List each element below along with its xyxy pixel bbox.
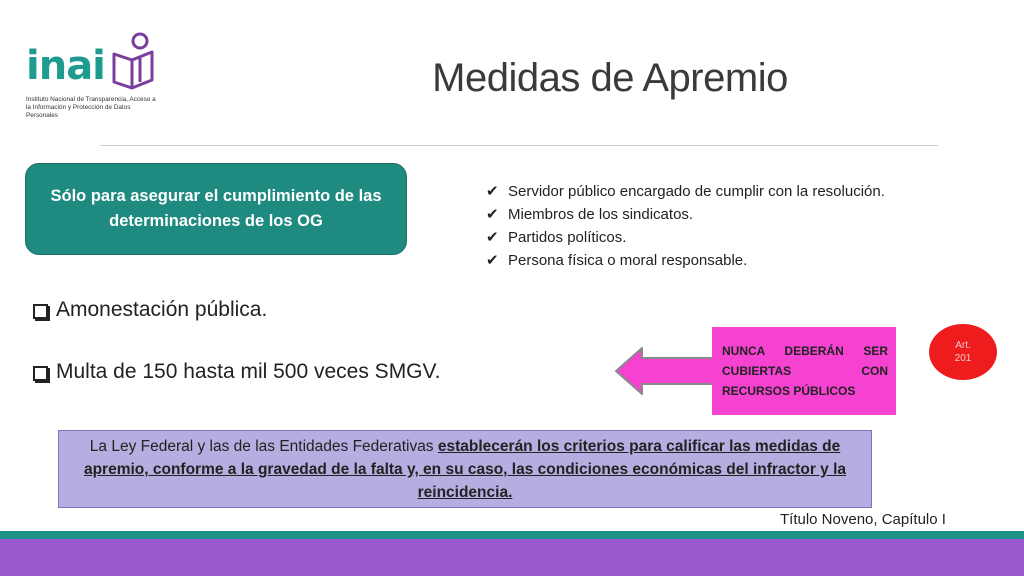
logo-wordmark: inai [26,43,105,89]
article-label: Art. [955,340,971,351]
criteria-note [58,430,872,508]
checkmark-icon: ✔ [486,252,499,269]
left-arrow-icon [614,346,718,396]
checkmark-icon: ✔ [486,183,499,200]
purpose-box [25,163,407,255]
article-number: 201 [954,353,972,364]
measure-item-multa: Multa de 150 hasta mil 500 veces SMGV. [33,360,440,384]
square-bullet-icon [33,304,48,319]
list-item: ✔ Servidor público encargado de cumplir con la resolución. [486,180,885,203]
list-item: ✔ Miembros de los sindicatos. [486,203,885,226]
article-badge [929,324,997,380]
checkmark-icon: ✔ [486,206,499,223]
title-divider [100,145,938,146]
note-plain-text: La Ley Federal y las de las Entidades Federativas [89,438,438,455]
purpose-text: Sólo para asegurar el cumplimiento de las determinaciones de los OG [50,187,382,230]
square-bullet-icon [33,366,48,381]
logo-subtitle: Instituto Nacional de Transparencia, Acceso a la Información y Protección de Datos Personales [26,96,156,119]
footer-band-teal [0,531,1024,539]
slide-title: Medidas de Apremio [432,56,788,100]
book-person-icon [110,32,156,90]
measure-item-amonestacion: Amonestación pública. [33,298,267,322]
note-highlight-text: establecerán los criterios para calificar las medidas de apremio, conforme a la gravedad de la falta y, en su caso, las condiciones económicas del infractor y la reincidencia. [83,438,847,501]
footer-band-purple [0,539,1024,576]
subjects-checklist [486,180,885,272]
list-item: ✔ Partidos políticos. [486,226,885,249]
checkmark-icon: ✔ [486,229,499,246]
legal-reference: Título Noveno, Capítulo I [780,511,946,528]
list-item: ✔ Persona física o moral responsable. [486,249,885,272]
warning-box: NUNCA DEBERÁN SER CUBIERTAS CON RECURSOS PÚBLICOS [712,327,896,415]
